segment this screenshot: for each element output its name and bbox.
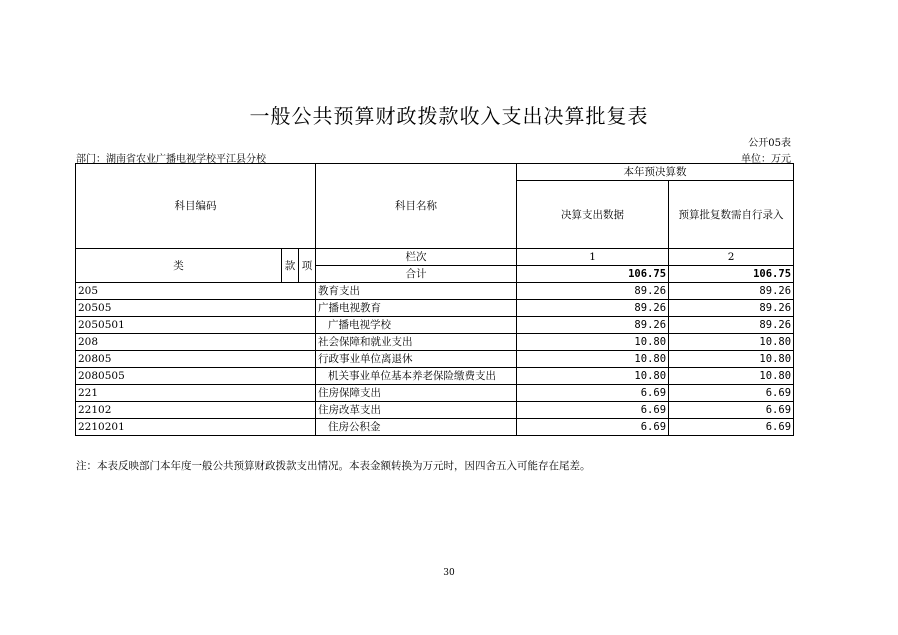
row-value-1: 6.69 — [517, 419, 669, 436]
table-row — [76, 402, 794, 419]
row-value-1: 6.69 — [517, 402, 669, 419]
row-code: 2050501 — [76, 317, 316, 334]
page-title: 一般公共预算财政拨款收入支出决算批复表 — [249, 104, 649, 128]
table-row — [76, 300, 794, 317]
footnote: 注：本表反映部门本年度一般公共预算财政拨款支出情况。本表金额转换为万元时，因四舍五入可能存在尾差。 — [76, 460, 591, 472]
row-name: 社会保障和就业支出 — [316, 334, 517, 351]
row-name: 住房公积金 — [316, 419, 517, 436]
row-value-2: 6.69 — [669, 402, 794, 419]
row-value-2: 10.80 — [669, 334, 794, 351]
header-row-3 — [76, 249, 794, 266]
header-lei: 类 — [76, 249, 282, 283]
row-value-2: 10.80 — [669, 351, 794, 368]
row-code: 2210201 — [76, 419, 316, 436]
row-code: 208 — [76, 334, 316, 351]
row-code: 20805 — [76, 351, 316, 368]
department-label: 部门：湖南省农业广播电视学校平江县分校 — [76, 154, 266, 165]
total-value-1: 106.75 — [517, 266, 669, 283]
header-idx1: 1 — [517, 249, 669, 266]
row-code: 2080505 — [76, 368, 316, 385]
row-value-1: 10.80 — [517, 368, 669, 385]
header-lanci: 栏次 — [316, 249, 517, 266]
row-value-2: 89.26 — [669, 283, 794, 300]
row-name: 住房改革支出 — [316, 402, 517, 419]
row-value-2: 6.69 — [669, 385, 794, 402]
row-value-1: 89.26 — [517, 317, 669, 334]
row-value-1: 6.69 — [517, 385, 669, 402]
header-col2: 预算批复数需自行录入 — [669, 181, 794, 249]
page-number: 30 — [443, 568, 455, 578]
table-row — [76, 368, 794, 385]
header-group: 本年预决算数 — [517, 164, 794, 181]
table-row — [76, 283, 794, 300]
header-row-1 — [76, 164, 794, 181]
row-name: 广播电视学校 — [316, 317, 517, 334]
row-name: 行政事业单位离退休 — [316, 351, 517, 368]
header-idx2: 2 — [669, 249, 794, 266]
header-xiang: 项 — [299, 249, 316, 283]
row-code: 221 — [76, 385, 316, 402]
header-code: 科目编码 — [76, 164, 316, 249]
row-value-2: 89.26 — [669, 300, 794, 317]
table-row — [76, 334, 794, 351]
total-value-2: 106.75 — [669, 266, 794, 283]
table-row — [76, 385, 794, 402]
row-name: 住房保障支出 — [316, 385, 517, 402]
row-name: 机关事业单位基本养老保险缴费支出 — [316, 368, 517, 385]
row-value-1: 10.80 — [517, 334, 669, 351]
table-row — [76, 351, 794, 368]
budget-table — [75, 163, 794, 436]
row-value-1: 10.80 — [517, 351, 669, 368]
row-code: 205 — [76, 283, 316, 300]
row-code: 20505 — [76, 300, 316, 317]
total-label: 合计 — [316, 266, 517, 283]
row-value-1: 89.26 — [517, 300, 669, 317]
row-name: 教育支出 — [316, 283, 517, 300]
table-row — [76, 419, 794, 436]
header-kuan: 款 — [282, 249, 299, 283]
table-row — [76, 317, 794, 334]
row-value-2: 89.26 — [669, 317, 794, 334]
row-code: 22102 — [76, 402, 316, 419]
row-value-2: 6.69 — [669, 419, 794, 436]
header-name: 科目名称 — [316, 164, 517, 249]
row-value-2: 10.80 — [669, 368, 794, 385]
form-number: 公开05表 — [748, 138, 791, 149]
unit-label: 单位：万元 — [741, 154, 791, 165]
row-name: 广播电视教育 — [316, 300, 517, 317]
header-col1: 决算支出数据 — [517, 181, 669, 249]
data-rows — [76, 283, 794, 436]
row-value-1: 89.26 — [517, 283, 669, 300]
